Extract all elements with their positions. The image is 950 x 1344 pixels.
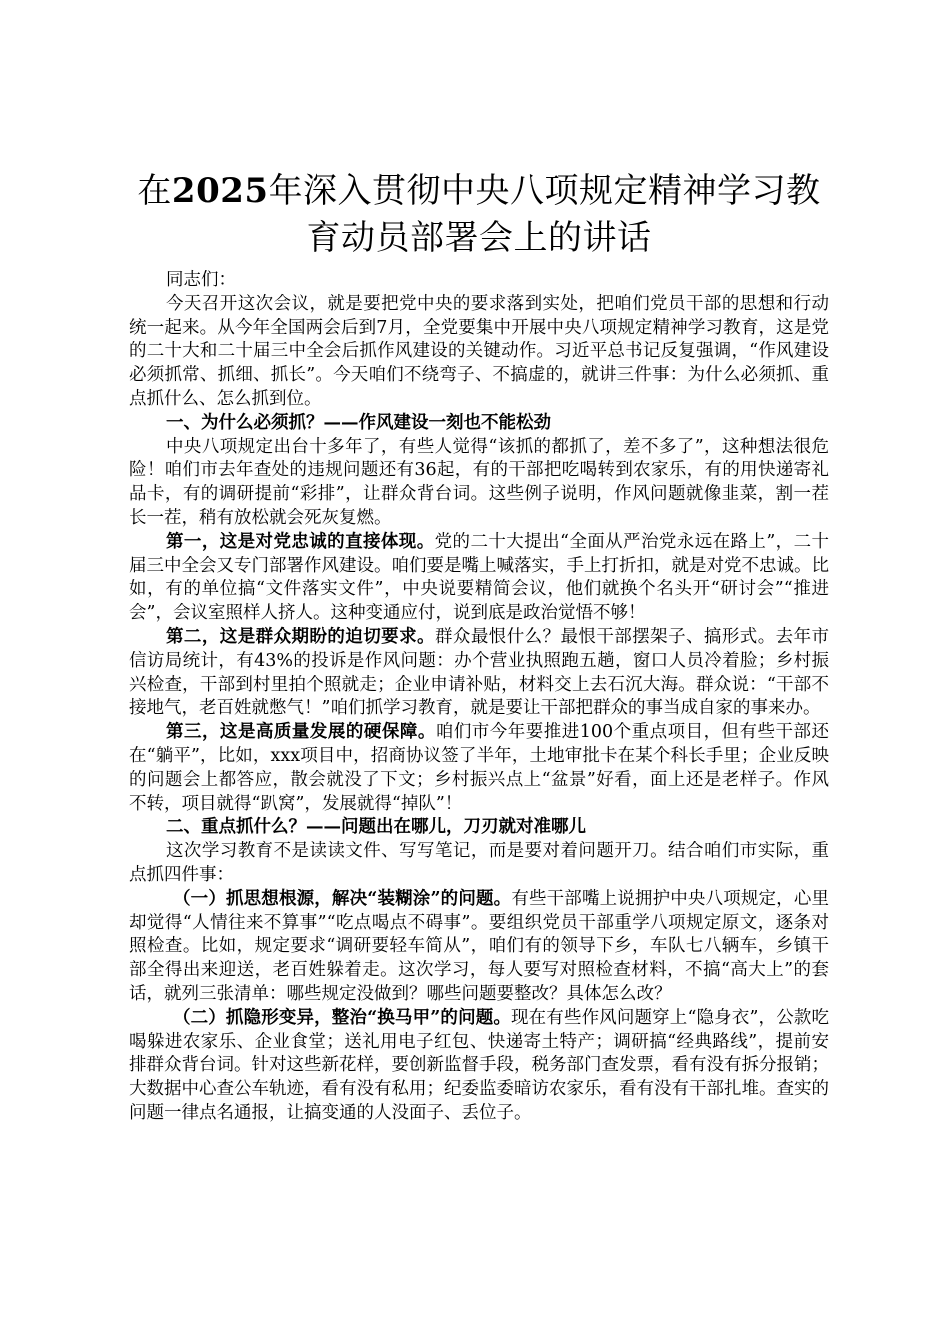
section-2-paragraph: 这次学习教育不是读读文件、写写笔记，而是要对着问题开刀。结合咱们市实际，重点抓四件事： xyxy=(129,841,829,885)
item-1-paragraph xyxy=(129,888,829,1007)
section-2-heading: 二、重点抓什么？——问题出在哪儿，刀刃就对准哪儿 xyxy=(166,817,586,838)
point-first-body: 党的二十大提出“全面从严治党永远在路上”，二十届三中全会又专门部署作风建设。咱们要是嘴上喊落实，手上打折扣，就是对党不忠诚。比如，有的单位搞“文件落实文件”，中央说要精简会议，他们就换个名头开“研讨会”“推进会”，会议室照样人挤人。这种变通应付，说到底是政治觉悟不够！ xyxy=(129,531,829,624)
section-1-heading: 一、为什么必须抓？——作风建设一刻也不能松劲 xyxy=(166,412,551,433)
section-1-paragraph: 中央八项规定出台十多年了，有些人觉得“该抓的都抓了，差不多了”，这种想法很危险！咱们市去年查处的违规问题还有36起，有的干部把吃喝转到农家乐，有的用快递寄礼品卡，有的调研提前“彩排”，让群众背台词。这些例子说明，作风问题就像韭菜，割一茬长一茬，稍有放松就会死灰复燃。 xyxy=(129,436,829,528)
title-prefix: 在 xyxy=(137,171,172,211)
point-first-lead: 第一，这是对党忠诚的直接体现。 xyxy=(166,531,435,552)
item-2-body: 现在有些作风问题穿上“隐身衣”，公款吃喝躲进农家乐、企业食堂；送礼用电子红包、快递寄土特产；调研搞“经典路线”，提前安排群众背台词。针对这些新花样，要创新监督手段，税务部门查发票，看有没有拆分报销；大数据中心查公车轨迹，看有没有私用；纪委监委暗访农家乐，看有没有干部扎堆。查实的问题一律点名通报，让搞变通的人没面子、丢位子。 xyxy=(129,1007,829,1123)
point-first-paragraph xyxy=(129,531,829,626)
item-1-body: 有些干部嘴上说拥护中央八项规定，心里却觉得“人情往来不算事”“吃点喝点不碍事”。要组织党员干部重学八项规定原文，逐条对照检查。比如，规定要求“调研要轻车简从”，咱们有的领导下乡，车队七八辆车，乡镇干部全得出来迎送，老百姓躲着走。这次学习，每人要写对照检查材料，不搞“高大上”的套话，就列三张清单：哪些规定没做到？哪些问题要整改？具体怎么改？ xyxy=(129,888,830,1004)
intro-paragraph: 今天召开这次会议，就是要把党中央的要求落到实处，把咱们党员干部的思想和行动统一起来。从今年全国两会后到7月，全党要集中开展中央八项规定精神学习教育，这是党的二十大和二十届三中全会后抓作风建设的关键动作。习近平总书记反复强调，“作风建设必须抓常、抓细、抓长”。今天咱们不绕弯子、不搞虚的，就讲三件事：为什么必须抓、重点抓什么、怎么抓到位。 xyxy=(129,293,829,409)
salutation: 同志们： xyxy=(166,270,236,290)
point-third-lead: 第三，这是高质量发展的硬保障。 xyxy=(166,722,436,743)
point-third-paragraph xyxy=(129,721,829,816)
item-2-lead: （二）抓隐形变异，整治“换马甲”的问题。 xyxy=(173,1007,512,1028)
item-1-lead: （一）抓思想根源，解决“装糊涂”的问题。 xyxy=(173,888,512,909)
point-second-body: 群众最恨什么？最恨干部摆架子、搞形式。去年市信访局统计，有43%的投诉是作风问题：办个营业执照跑五趟，窗口人员冷着脸；乡村振兴检查，干部到村里拍个照就走；企业申请补贴，材料交上去石沉大海。群众说：“干部不接地气，老百姓就憋气！”咱们抓学习教育，就是要让干部把群众的事当成自家的事来办。 xyxy=(129,626,830,719)
title-suffix: 年深入贯彻中央八项规定精神学习教育动员部署会上的讲话 xyxy=(268,171,821,258)
document-title xyxy=(129,168,829,262)
point-third-body: 咱们市今年要推进100个重点项目，但有些干部还在“躺平”，比如，xxx项目中，招商协议签了半年，土地审批卡在某个科长手里；企业反映的问题会上都答应，散会就没了下文；乡村振兴点上“盆景”好看，面上还是老样子。作风不转，项目就得“趴窝”，发展就得“掉队”！ xyxy=(129,722,829,814)
document-page xyxy=(129,168,829,1126)
title-year: 2025 xyxy=(171,171,269,211)
point-second-lead: 第二，这是群众期盼的迫切要求。 xyxy=(166,626,435,647)
item-2-paragraph xyxy=(129,1007,829,1126)
point-second-paragraph xyxy=(129,626,829,721)
